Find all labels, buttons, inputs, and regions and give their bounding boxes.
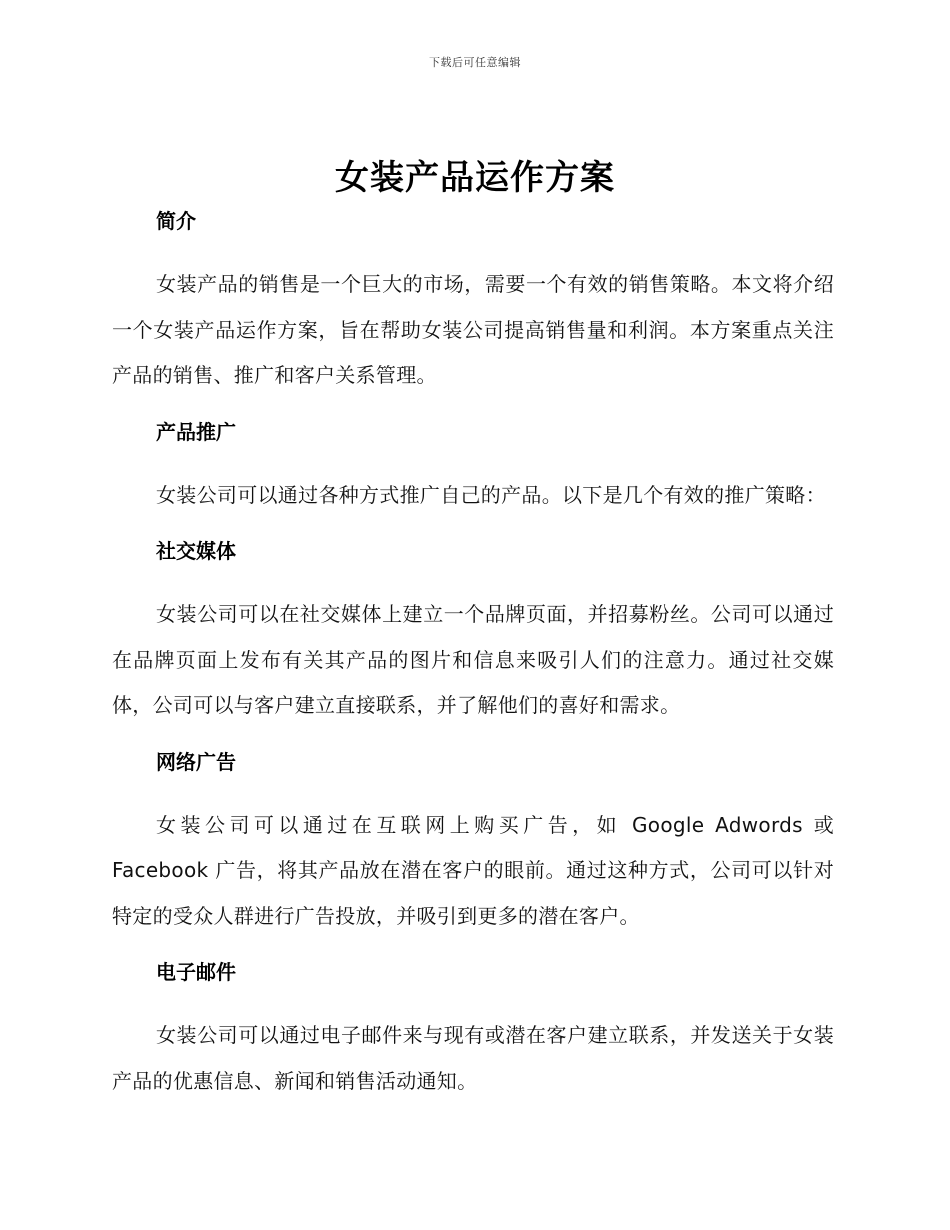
section-body-email: 女装公司可以通过电子邮件来与现有或潜在客户建立联系，并发送关于女装产品的优惠信息、新闻和销售活动通知。	[112, 1023, 834, 1093]
section-heading-intro: 简介	[156, 209, 196, 233]
section-body-intro: 女装产品的销售是一个巨大的市场，需要一个有效的销售策略。本文将介绍一个女装产品运作方案，旨在帮助女装公司提高销售量和利润。本方案重点关注产品的销售、推广和客户关系管理。	[112, 272, 834, 387]
section-heading-email: 电子邮件	[156, 960, 236, 984]
section-body-social-media: 女装公司可以在社交媒体上建立一个品牌页面，并招募粉丝。公司可以通过在品牌页面上发布有关其产品的图片和信息来吸引人们的注意力。通过社交媒体，公司可以与客户建立直接联系，并了解他们的喜好和需求。	[112, 602, 834, 717]
page-header-note: 下载后可任意编辑	[429, 56, 521, 69]
section-body-promotion: 女装公司可以通过各种方式推广自己的产品。以下是几个有效的推广策略：	[156, 482, 826, 507]
section-heading-online-ads: 网络广告	[156, 749, 236, 774]
section-heading-social-media: 社交媒体	[156, 539, 236, 563]
document-title: 女装产品运作方案	[335, 158, 615, 198]
document-body	[112, 206, 834, 1104]
section-heading-promotion: 产品推广	[156, 419, 236, 444]
section-body-online-ads: 女装公司可以通过在互联网上购买广告，如 Google Adwords 或 Facebook 广告，将其产品放在潜在客户的眼前。通过这种方式，公司可以针对特定的受众人群进行广告投放，并吸引到更多的潜在客户。	[112, 812, 834, 928]
